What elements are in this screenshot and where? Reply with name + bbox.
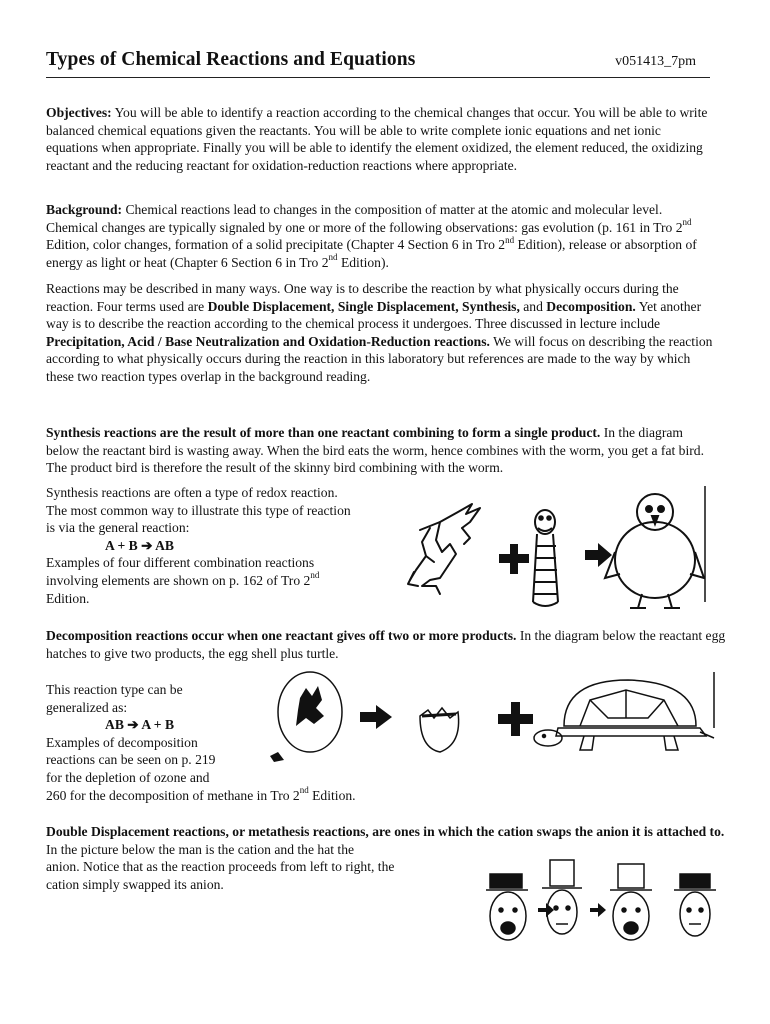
synthesis-paragraph bbox=[46, 424, 718, 477]
reaction-types-paragraph bbox=[46, 280, 718, 386]
decomposition-line-6-text: 260 for the decomposition of methane in Tro 2 bbox=[46, 787, 300, 803]
superscript-nd: nd bbox=[299, 785, 309, 796]
decomposition-paragraph bbox=[46, 627, 726, 662]
document-title: Types of Chemical Reactions and Equations bbox=[46, 49, 416, 70]
background-text-1: Chemical reactions lead to changes in the composition of matter at the atomic and molecular level. Chemical changes are typically signaled by one or more of the following observations: gas evolution (p. 161 in Tro 2 bbox=[46, 202, 683, 235]
synthesis-side-text bbox=[46, 484, 396, 607]
fat-bird-icon bbox=[605, 494, 704, 608]
decomposition-line-6-end: Edition. bbox=[308, 787, 356, 803]
turtle-icon bbox=[534, 680, 714, 750]
double-displacement-line-1: In the picture below the man is the cation and the hat the bbox=[46, 841, 355, 857]
decomposition-line-5: for the depletion of ozone and bbox=[46, 769, 210, 785]
synthesis-line-3: is via the general reaction: bbox=[46, 520, 190, 536]
synthesis-line-2: The most common way to illustrate this type of reaction bbox=[46, 502, 351, 518]
synthesis-example-2 bbox=[46, 572, 396, 590]
decomposition-diagram bbox=[268, 668, 720, 772]
decomposition-text: In the diagram below the reactant egg hatches to give two products, the egg shell plus turtle. bbox=[46, 628, 726, 661]
man-with-hat-icon bbox=[542, 860, 582, 934]
eq-left: A + B bbox=[105, 537, 142, 553]
background-label: Background: bbox=[46, 202, 123, 217]
document-header bbox=[46, 47, 710, 78]
double-displacement-heading: Double Displacement reactions, or metathesis reactions, are ones in which the cation swaps the anion it is attached to. bbox=[46, 824, 725, 839]
ways-text-1: Reactions may be described in many ways. One way is to describe the reaction by what physically occurs during the reaction. Four terms used are bbox=[46, 281, 679, 314]
synthesis-text: In the diagram below the reactant bird is wasting away. When the bird eats the worm, hence combines with the worm, you get a fat bird. The product bird is therefore the result of the skinny bird combining with the worm. bbox=[46, 425, 704, 476]
ways-bold-3: Precipitation, Acid / Base Neutralization and Oxidation-Reduction reactions. bbox=[46, 333, 490, 349]
superscript-nd: nd bbox=[505, 234, 515, 245]
superscript-nd: nd bbox=[310, 570, 320, 581]
plus-icon bbox=[498, 702, 533, 736]
ways-bold-2: Decomposition. bbox=[546, 298, 636, 314]
man-with-hat-icon bbox=[674, 874, 716, 936]
double-displacement-diagram bbox=[484, 858, 720, 960]
synthesis-heading: Synthesis reactions are the result of more than one reactant combining to form a single product. bbox=[46, 425, 601, 440]
egg-shell-icon bbox=[420, 708, 459, 752]
double-displacement-heading-paragraph bbox=[46, 823, 726, 858]
decomposition-line-6 bbox=[46, 787, 406, 805]
decomposition-line-4: reactions can be seen on p. 219 bbox=[46, 752, 216, 768]
shell-fragment-icon bbox=[270, 752, 284, 762]
background-text-3: Edition), release or absorption of energy as light or heat (Chapter 6 Section 6 in Tro 2 bbox=[46, 237, 697, 270]
synthesis-example-3: Edition. bbox=[46, 590, 90, 606]
synthesis-equation bbox=[46, 537, 396, 555]
background-text-2: Edition, color changes, formation of a solid precipitate (Chapter 4 Section 6 in Tro 2 bbox=[46, 237, 506, 253]
eq-left: AB bbox=[105, 717, 128, 733]
synthesis-diagram bbox=[400, 482, 720, 612]
man-with-hat-icon bbox=[610, 864, 652, 940]
eq-right: A + B bbox=[138, 717, 175, 733]
synthesis-example-1: Examples of four different combination reactions bbox=[46, 555, 315, 571]
decomposition-line-2: generalized as: bbox=[46, 699, 128, 715]
ways-text-3: Yet another way is to describe the reaction according to the chemical process it undergoes. Three discussed in lecture include bbox=[46, 298, 702, 332]
ways-text-4: We will focus on describing the reaction according to what physically occurs during the reaction in this laboratory but references are made to the way by which these two reaction types overlap in the background reading. bbox=[46, 333, 713, 384]
arrow-icon: ➔ bbox=[141, 537, 153, 553]
version-label: v051413_7pm bbox=[615, 54, 696, 69]
background-text-4: Edition). bbox=[337, 254, 389, 270]
ways-bold-1: Double Displacement, Single Displacement, Synthesis, bbox=[207, 298, 520, 314]
double-displacement-line-2: anion. Notice that as the reaction proceeds from left to right, the bbox=[46, 859, 395, 874]
double-displacement-line-3: cation simply swapped its anion. bbox=[46, 876, 224, 892]
decomposition-line-3: Examples of decomposition bbox=[46, 734, 198, 750]
objectives-paragraph bbox=[46, 104, 714, 174]
plus-icon bbox=[499, 544, 529, 574]
man-with-hat-icon bbox=[486, 874, 528, 940]
double-displacement-side-text bbox=[46, 858, 476, 893]
egg-icon bbox=[278, 672, 342, 752]
background-paragraph bbox=[46, 201, 714, 271]
arrow-icon bbox=[360, 705, 392, 729]
arrow-icon bbox=[538, 903, 606, 917]
decomposition-line-1: This reaction type can be bbox=[46, 682, 183, 697]
decomposition-heading: Decomposition reactions occur when one reactant gives off two or more products. bbox=[46, 628, 517, 643]
synthesis-example-2-text: involving elements are shown on p. 162 of Tro 2 bbox=[46, 572, 311, 588]
superscript-nd: nd bbox=[328, 252, 338, 263]
worm-icon bbox=[533, 510, 558, 606]
objectives-text: You will be able to identify a reaction according to the chemical changes that occur. You will be able to write balanced chemical equations given the reactants. You will be able to write complete ionic equations and net ionic equations when appropriate. Finally you will be able to identify the element oxidized, the element reduced, the oxidizing reactant and the reducing reactant for oxidation-reduction reactions where appropriate. bbox=[46, 105, 708, 173]
arrow-icon bbox=[585, 543, 612, 567]
superscript-nd: nd bbox=[682, 217, 692, 228]
eq-right: AB bbox=[152, 537, 175, 553]
arrow-icon: ➔ bbox=[127, 717, 139, 733]
skinny-bird-icon bbox=[408, 504, 480, 594]
ways-text-2: and bbox=[519, 298, 547, 314]
objectives-label: Objectives: bbox=[46, 105, 112, 120]
synthesis-line-1: Synthesis reactions are often a type of redox reaction. bbox=[46, 485, 338, 500]
